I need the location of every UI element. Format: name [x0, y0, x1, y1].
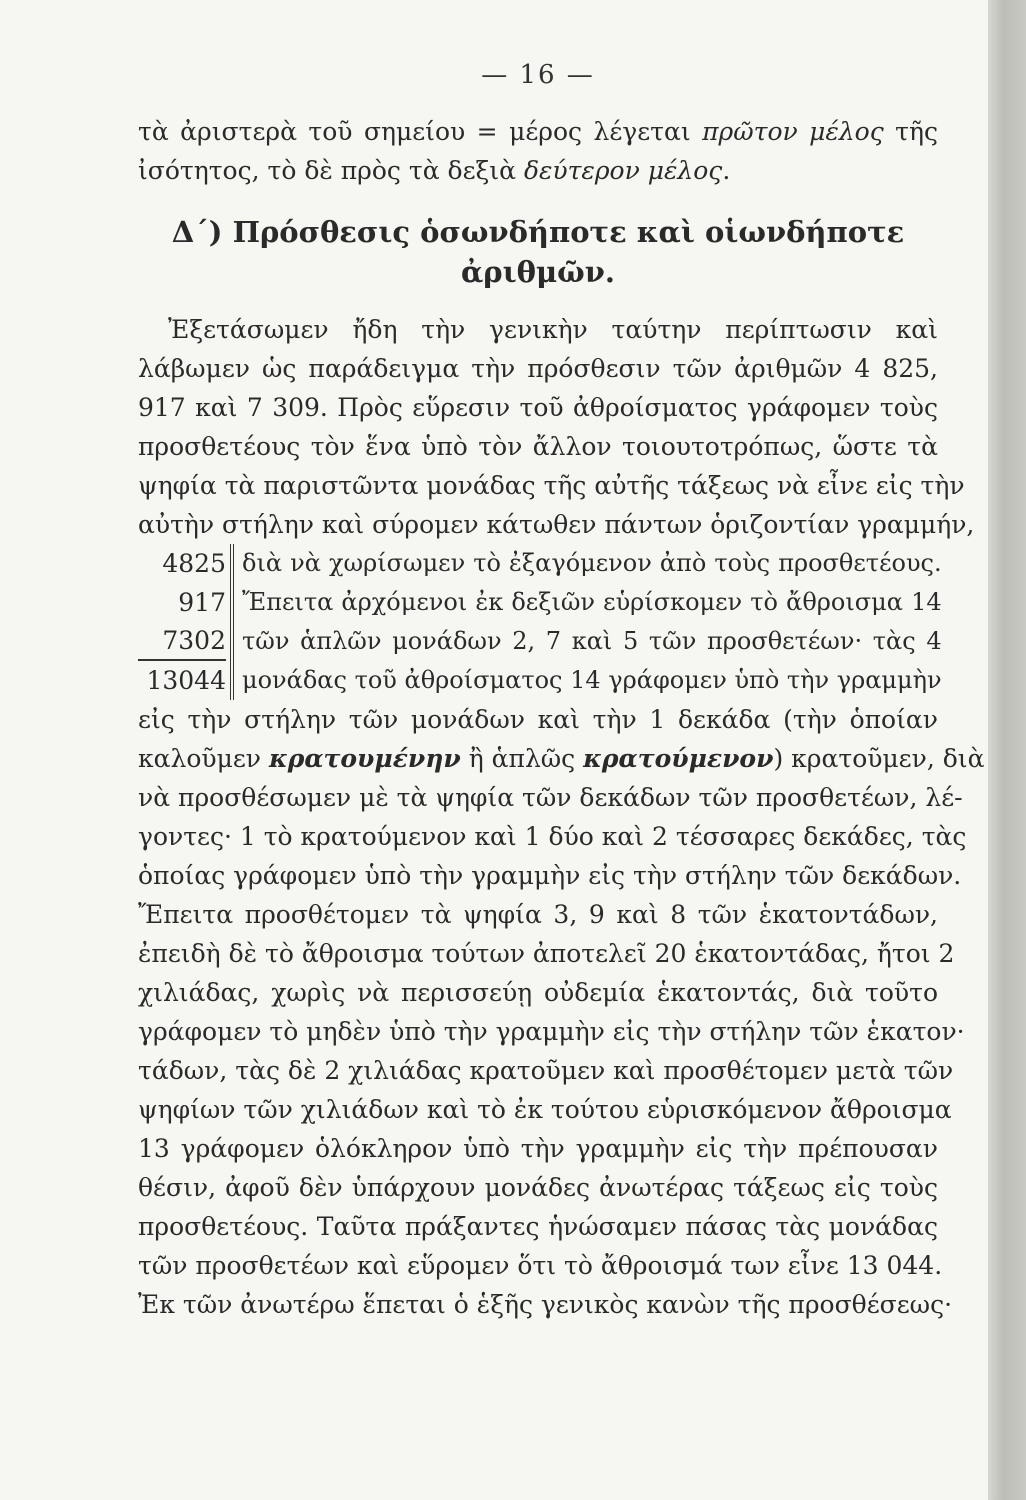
- text-run: ἢ ἁπλῶς: [460, 744, 584, 773]
- paragraph-line: [138, 739, 985, 778]
- paragraph-line: ψηφίων τῶν χιλιάδων καὶ τὸ ἐκ τούτου εὑρισκόμενον ἄθροισμα: [138, 1095, 952, 1124]
- paragraph-line: ψηφία τὰ παριστῶντα μονάδας τῆς αὐτῆς τάξεως νὰ εἶνε εἰς τὴν: [138, 471, 965, 500]
- paragraph-line: Ἐξετάσωμεν ἤδη τὴν γενικὴν ταύτην περίπτωσιν καὶ: [168, 315, 938, 344]
- heading-line-1: Δ΄) Πρόσθεσις ὁσωνδήποτε καὶ οἱωνδήποτε: [171, 215, 905, 249]
- text-run: καλοῦμεν: [138, 744, 269, 773]
- intro-line-2: ἰσότητος, τὸ δὲ πρὸς τὰ δεξιὰ δεύτερον μέλος.: [138, 156, 731, 185]
- sum-number: 13044: [146, 666, 226, 695]
- book-page: [138, 60, 985, 1324]
- paragraph-line: εἰς τὴν στήλην τῶν μονάδων καὶ τὴν 1 δεκάδα (τὴν ὁποίαν: [138, 705, 938, 734]
- paragraph-line: τῶν προσθετέων καὶ εὕρομεν ὅτι τὸ ἄθροισμά των εἶνε 13 044.: [138, 1251, 943, 1280]
- addend-number: 7302: [138, 622, 226, 661]
- addend-number: 4825: [162, 549, 226, 578]
- explanation-line: μονάδας τοῦ ἀθροίσματος 14 γράφομεν ὑπὸ τὴν γραμμὴν: [242, 666, 942, 694]
- paragraph-line: γράφομεν τὸ μηδὲν ὑπὸ τὴν γραμμὴν εἰς τὴν στήλην τῶν ἑκατον·: [138, 1017, 965, 1046]
- emphasis-term: κρατούμενον: [583, 744, 774, 773]
- paragraph-line: ὁποίας γράφομεν ὑπὸ τὴν γραμμὴν εἰς τὴν στήλην τῶν δεκάδων.: [138, 861, 962, 890]
- explanation-line: τῶν ἁπλῶν μονάδων 2, 7 καὶ 5 τῶν προσθετέων· τὰς 4: [242, 627, 942, 655]
- addend-number: 917: [178, 588, 226, 617]
- emphasis-term: κρατουμένην: [268, 744, 461, 773]
- paragraph-line: ἐπειδὴ δὲ τὸ ἄθροισμα τούτων ἀποτελεῖ 20 ἑκατοντάδας, ἤτοι 2: [138, 939, 955, 968]
- explanation-line: διὰ νὰ χωρίσωμεν τὸ ἐξαγόμενον ἀπὸ τοὺς προσθετέους.: [242, 549, 942, 577]
- paragraph-line: Ἔπειτα προσθέτομεν τὰ ψηφία 3, 9 καὶ 8 τῶν ἑκατοντάδων,: [138, 900, 938, 929]
- page-number: — 16 —: [481, 60, 595, 90]
- paragraph-line: Ἐκ τῶν ἀνωτέρω ἕπεται ὁ ἑξῆς γενικὸς κανὼν τῆς προσθέσεως·: [138, 1290, 953, 1319]
- paragraph-line: τάδων, τὰς δὲ 2 χιλιάδας κρατοῦμεν καὶ προσθέτομεν μετὰ τῶν: [138, 1056, 954, 1085]
- intro-text: [138, 112, 938, 190]
- addition-column: [138, 544, 234, 700]
- addition-explanation: [234, 544, 942, 700]
- paragraph-line: αὐτὴν στήλην καὶ σύρομεν κάτωθεν πάντων ὁριζοντίαν γραμμήν,: [138, 510, 975, 539]
- paragraph-line: 13 γράφομεν ὁλόκληρον ὑπὸ τὴν γραμμὴν εἰς τὴν πρέπουσαν: [138, 1134, 938, 1163]
- explanation-line: Ἔπειτα ἀρχόμενοι ἐκ δεξιῶν εὑρίσκομεν τὸ ἄθροισμα 14: [242, 588, 942, 616]
- intro-line-1: τὰ ἀριστερὰ τοῦ σημείου = μέρος λέγεται πρῶτον μέλος τῆς: [138, 117, 938, 146]
- paragraph-line: λάβωμεν ὡς παράδειγμα τὴν πρόσθεσιν τῶν ἀριθμῶν 4 825,: [138, 354, 938, 383]
- paragraph-line: 917 καὶ 7 309. Πρὸς εὕρεσιν τοῦ ἀθροίσματος γράφομεν τοὺς: [138, 393, 938, 422]
- paragraph-line: γοντες· 1 τὸ κρατούμενον καὶ 1 δύο καὶ 2 τέσσαρες δεκάδες, τὰς: [138, 822, 967, 851]
- paragraph-line: νὰ προσθέσωμεν μὲ τὰ ψηφία τῶν δεκάδων τῶν προσθετέων, λέ-: [138, 783, 963, 812]
- addition-example: [138, 544, 942, 700]
- paragraph-line: χιλιάδας, χωρὶς νὰ περισσεύῃ οὐδεμία ἑκατοντάς, διὰ τοῦτο: [138, 978, 938, 1007]
- paragraph-line: προσθετέους. Ταῦτα πράξαντες ἡνώσαμεν πάσας τὰς μονάδας: [138, 1212, 938, 1241]
- paragraph-line: θέσιν, ἀφοῦ δὲν ὑπάρχουν μονάδες ἀνωτέρας τάξεως εἰς τοὺς: [138, 1173, 938, 1202]
- heading-line-2: ἀριθμῶν.: [460, 255, 616, 289]
- text-run: ) κρατοῦμεν, διὰ: [773, 744, 985, 773]
- page-edge-shadow: [988, 0, 1026, 1500]
- paragraph-1: [138, 310, 975, 544]
- paragraph-2: [138, 700, 985, 1324]
- paragraph-line: προσθετέους τὸν ἕνα ὑπὸ τὸν ἄλλον τοιουτοτρόπως, ὥστε τὰ: [138, 432, 938, 461]
- section-heading: [138, 212, 938, 292]
